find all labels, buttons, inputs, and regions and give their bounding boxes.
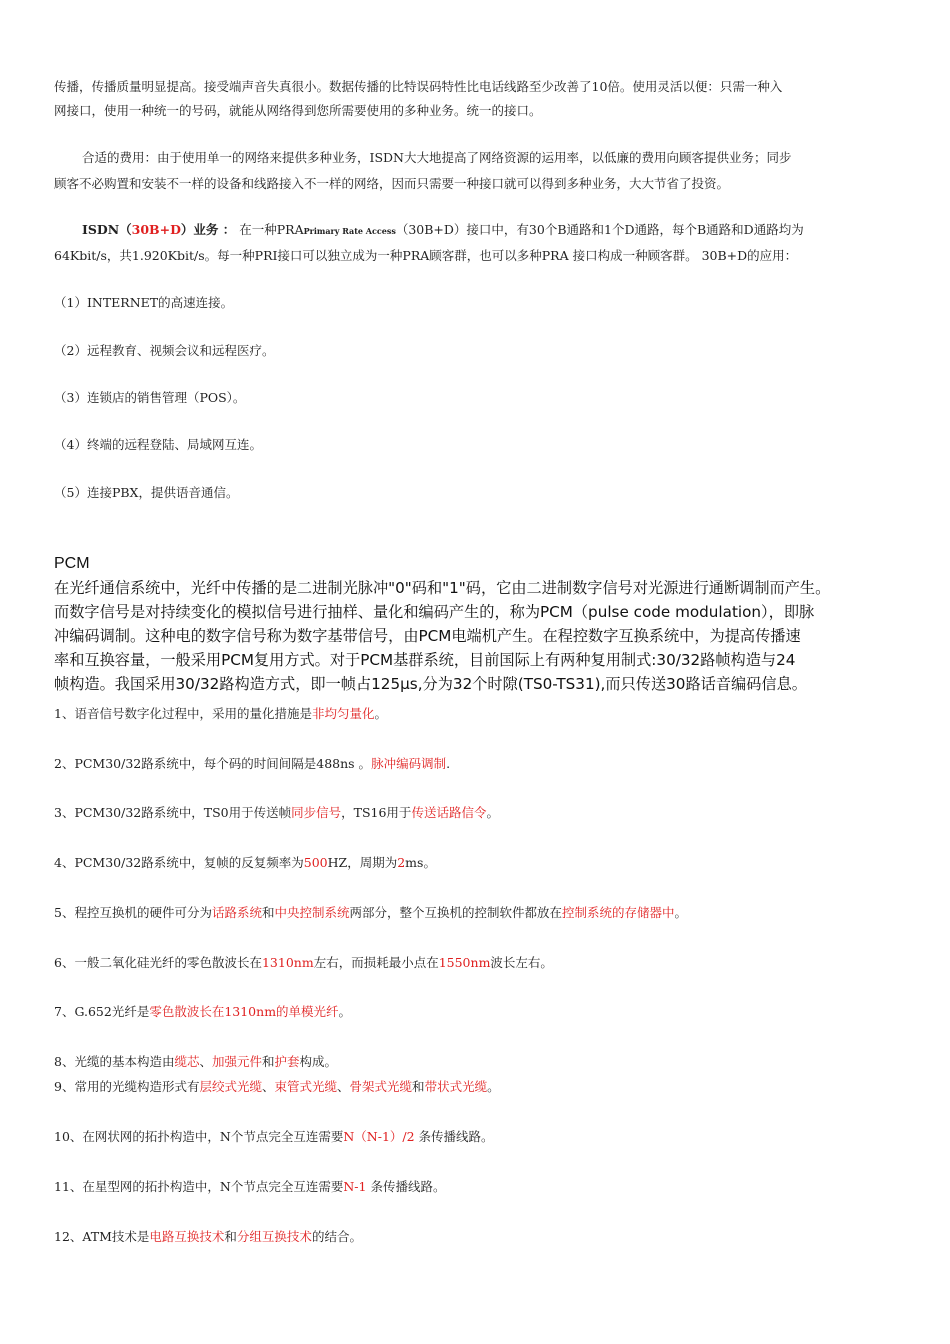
app-item-4: （4）终端的远程登陆、局域网互连。 bbox=[54, 437, 262, 452]
q12-answer-2: 分组互换技术 bbox=[236, 1229, 312, 1244]
pcm-paragraph bbox=[54, 576, 914, 696]
q9-answer-1: 层绞式光缆 bbox=[199, 1079, 262, 1094]
q11-end: 条传播线路。 bbox=[366, 1179, 446, 1194]
app-item-2: （2）远程教育、视频会议和远程医疗。 bbox=[54, 343, 275, 358]
intro-line-2: 网接口，使用一种统一的号码，就能从网络得到您所需要使用的多种业务。统一的接口。 bbox=[54, 103, 542, 118]
q4-end: ms。 bbox=[405, 855, 436, 870]
isdn-label-highlight: 30B+D bbox=[131, 222, 181, 237]
pcm-line-4: 率和互换容量，一般采用PCM复用方式。对于PCM基群系统，目前国际上有两种复用制式:30/32路帧构造与24 bbox=[54, 651, 796, 669]
q2-end: . bbox=[446, 756, 451, 771]
q8-sep-2: 和 bbox=[262, 1054, 275, 1069]
question-9 bbox=[54, 1075, 904, 1099]
q6-end: 波长左右。 bbox=[490, 955, 553, 970]
q8-answer-1: 缆芯 bbox=[174, 1054, 200, 1069]
q5-text: 5、程控互换机的硬件可分为 bbox=[54, 905, 212, 920]
q9-answer-2: 束管式光缆 bbox=[274, 1079, 338, 1094]
q11-answer: N-1 bbox=[343, 1179, 367, 1194]
q12-text-mid: 和 bbox=[224, 1229, 237, 1244]
q9-sep-3: 和 bbox=[412, 1079, 425, 1094]
q3-answer-1: 同步信号 bbox=[291, 805, 342, 820]
app-item-5: （5）连接PBX，提供语音通信。 bbox=[54, 485, 239, 500]
q10-end: 条传播线路。 bbox=[414, 1129, 494, 1144]
q5-end: 。 bbox=[674, 905, 688, 920]
q5-answer-1: 话路系统 bbox=[211, 905, 262, 920]
pcm-line-1: 在光纤通信系统中，光纤中传播的是二进制光脉冲"0"码和"1"码，它由二进制数字信号对光源进行通断调制而产生。 bbox=[54, 579, 831, 597]
q11-text: 11、在星型网的拓扑构造中，N个节点完全互连需要 bbox=[54, 1179, 344, 1194]
cost-line-1: 合适的费用：由于使用单一的网络来提供多种业务，ISDN大大地提高了网络资源的运用率，以低廉的费用向顾客提供业务；同步 bbox=[82, 150, 792, 165]
q4-text-mid: HZ，周期为 bbox=[327, 855, 398, 870]
q8-sep-1: 、 bbox=[199, 1054, 212, 1069]
question-12 bbox=[54, 1225, 904, 1249]
q6-answer-1: 1310nm bbox=[261, 955, 314, 970]
question-1 bbox=[54, 702, 904, 726]
isdn-text-b: （30B+D）接口中，有30个B通路和1个D通路，每个B通路和D通路均为 bbox=[395, 222, 804, 237]
q9-sep-2: 、 bbox=[337, 1079, 350, 1094]
app-item-1: （1）INTERNET的高速连接。 bbox=[54, 295, 234, 310]
q1-answer: 非均匀量化 bbox=[311, 706, 375, 721]
q2-answer: 脉冲编码调制 bbox=[371, 756, 447, 771]
isdn-line-2: 64Kbit/s，共1.920Kbit/s。每一种PRI接口可以独立成为一种PRA顾客群，也可以多种PRA 接口构成一种顾客群。 30B+D的应用： bbox=[54, 248, 798, 263]
q9-answer-4: 带状式光缆 bbox=[424, 1079, 488, 1094]
pcm-line-2: 而数字信号是对持续变化的模拟信号进行抽样、量化和编码产生的，称为PCM（pulse code modulation），即脉 bbox=[54, 603, 815, 621]
q7-text: 7、G.652光纤是 bbox=[54, 1004, 150, 1019]
isdn-label-post: ）业务 ： bbox=[180, 222, 236, 237]
pcm-heading: PCM bbox=[54, 555, 90, 572]
q6-answer-2: 1550nm bbox=[438, 955, 491, 970]
question-7 bbox=[54, 1000, 904, 1024]
pcm-line-3: 冲编码调制。这种电的数字信号称为数字基带信号，由PCM电端机产生。在程控数字互换系统中，为提高传播速 bbox=[54, 627, 801, 645]
q12-answer-1: 电路互换技术 bbox=[149, 1229, 225, 1244]
q6-text: 6、一般二氧化硅光纤的零色散波长在 bbox=[54, 955, 262, 970]
q4-answer-1: 500 bbox=[303, 855, 328, 870]
isdn-line-1 bbox=[54, 218, 904, 243]
q9-sep-1: 、 bbox=[261, 1079, 275, 1094]
q5-text-mid-2: 两部分，整个互换机的控制软件都放在 bbox=[349, 905, 563, 920]
question-10 bbox=[54, 1125, 904, 1149]
question-6 bbox=[54, 951, 904, 975]
question-2 bbox=[54, 752, 904, 776]
q9-text: 9、常用的光缆构造形式有 bbox=[54, 1079, 200, 1094]
question-8 bbox=[54, 1050, 904, 1074]
cost-line-2: 顾客不必购置和安装不一样的设备和线路接入不一样的网络，因而只需要一种接口就可以得到多种业务，大大节省了投资。 bbox=[54, 176, 730, 191]
q3-text: 3、PCM30/32路系统中，TS0用于传送帧 bbox=[54, 805, 292, 820]
q2-text: 2、PCM30/32路系统中，每个码的时间间隔是488ns 。 bbox=[54, 756, 372, 771]
q5-text-mid-1: 和 bbox=[261, 905, 275, 920]
q6-text-mid: 左右，而损耗最小点在 bbox=[313, 955, 439, 970]
q4-text: 4、PCM30/32路系统中，复帧的反复频率为 bbox=[54, 855, 304, 870]
isdn-label bbox=[82, 222, 235, 237]
q8-answer-2: 加强元件 bbox=[212, 1054, 263, 1069]
q8-text: 8、光缆的基本构造由 bbox=[54, 1054, 175, 1069]
q7-end: 。 bbox=[338, 1004, 352, 1019]
isdn-label-pre: ISDN（ bbox=[82, 222, 132, 237]
q10-answer: N（N-1）/2 bbox=[343, 1129, 415, 1144]
isdn-small-text: Primary Rate Access bbox=[303, 226, 396, 236]
q12-end: 的结合。 bbox=[311, 1229, 362, 1244]
q3-end: 。 bbox=[486, 805, 499, 820]
app-item-3: （3）连锁店的销售管理（POS）。 bbox=[54, 390, 246, 405]
q4-answer-2: 2 bbox=[397, 855, 406, 870]
q1-end: 。 bbox=[374, 706, 387, 721]
question-11 bbox=[54, 1175, 904, 1199]
q7-answer: 零色散波长在1310nm的单模光纤 bbox=[149, 1004, 339, 1019]
pcm-line-5: 帧构造。我国采用30/32路构造方式，即一帧占125μs,分为32个时隙(TS0-TS31),而只传送30路话音编码信息。 bbox=[54, 675, 807, 693]
isdn-text-a: 在一种PRA bbox=[239, 222, 304, 237]
q8-end: 构成。 bbox=[299, 1054, 338, 1069]
q9-answer-3: 骨架式光缆 bbox=[349, 1079, 413, 1094]
q12-text: 12、ATM技术是 bbox=[54, 1229, 150, 1244]
q5-answer-3: 控制系统的存储器中 bbox=[562, 905, 675, 920]
q1-text: 1、语音信号数字化过程中，采用的量化措施是 bbox=[54, 706, 312, 721]
question-3 bbox=[54, 801, 904, 825]
q3-text-mid: ，TS16用于 bbox=[341, 805, 412, 820]
intro-line-1: 传播，传播质量明显提高。接受端声音失真很小。数据传播的比特误码特性比电话线路至少改善了10倍。使用灵活以便：只需一种入 bbox=[54, 79, 783, 94]
question-5 bbox=[54, 901, 904, 925]
q3-answer-2: 传送话路信令 bbox=[411, 805, 487, 820]
question-4 bbox=[54, 851, 904, 875]
q10-text: 10、在网状网的拓扑构造中，N个节点完全互连需要 bbox=[54, 1129, 344, 1144]
q9-end: 。 bbox=[487, 1079, 500, 1094]
q8-answer-3: 护套 bbox=[274, 1054, 300, 1069]
q5-answer-2: 中央控制系统 bbox=[274, 905, 350, 920]
